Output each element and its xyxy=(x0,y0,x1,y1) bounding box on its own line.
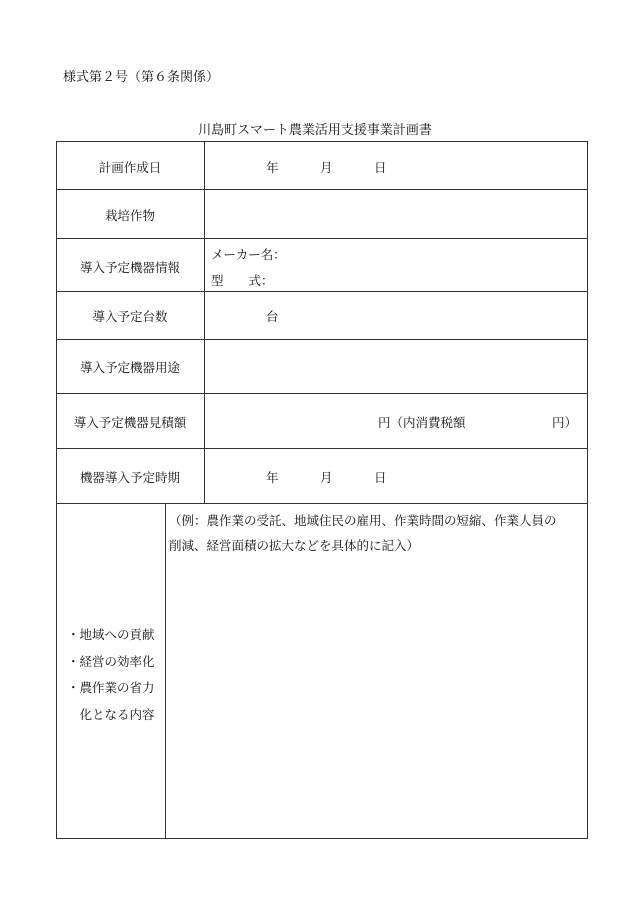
estimate-label: 導入予定機器見積額 xyxy=(73,415,187,430)
contribution-label-line: 化となる内容 xyxy=(67,706,155,722)
column-divider xyxy=(204,141,205,503)
timing-year[interactable]: 年 xyxy=(266,470,279,485)
document-title: 川島町スマート農業活用支援事業計画書 xyxy=(198,123,432,138)
contribution-label-line: ・経営の効率化 xyxy=(67,653,155,669)
example-text-line: （例：農作業の受託、地域住民の雇用、作業時間の短縮、作業人員の xyxy=(169,513,557,528)
contribution-label xyxy=(67,622,155,728)
model-field[interactable]: 型 式： xyxy=(211,273,274,288)
plan-date-month[interactable]: 月 xyxy=(320,160,333,175)
usage-label: 導入予定機器用途 xyxy=(79,360,180,375)
maker-name-field[interactable]: メーカー名： xyxy=(211,247,286,262)
timing-day[interactable]: 日 xyxy=(374,470,387,485)
contribution-input-area[interactable] xyxy=(169,508,585,558)
example-text-line: 削減、経営面積の拡大などを具体的に記入） xyxy=(169,538,420,553)
row-divider xyxy=(56,339,588,340)
timing-month[interactable]: 月 xyxy=(320,470,333,485)
plan-date-day[interactable]: 日 xyxy=(374,160,387,175)
row-divider xyxy=(56,189,588,190)
row-divider xyxy=(56,238,588,239)
contribution-label-line: ・地域への貢献 xyxy=(67,627,155,642)
quantity-label: 導入予定台数 xyxy=(92,309,168,324)
row-divider xyxy=(56,291,588,292)
form-number-label: 様式第２号（第６条関係） xyxy=(63,70,220,85)
row-divider xyxy=(56,503,588,504)
plan-date-label: 計画作成日 xyxy=(98,160,162,175)
column-divider xyxy=(165,503,166,839)
timing-label: 機器導入予定時期 xyxy=(79,470,180,485)
estimate-yen-close: 円） xyxy=(552,415,578,430)
plan-date-year[interactable]: 年 xyxy=(266,160,279,175)
row-divider xyxy=(56,448,588,449)
crop-label: 栽培作物 xyxy=(104,208,155,223)
contribution-label-line: ・農作業の省力 xyxy=(67,680,155,695)
quantity-unit[interactable]: 台 xyxy=(266,309,279,324)
estimate-yen-tax[interactable]: 円（内消費税額 xyxy=(378,415,466,430)
row-divider xyxy=(56,393,588,394)
equipment-info-label: 導入予定機器情報 xyxy=(79,260,180,275)
table-frame xyxy=(56,141,588,839)
